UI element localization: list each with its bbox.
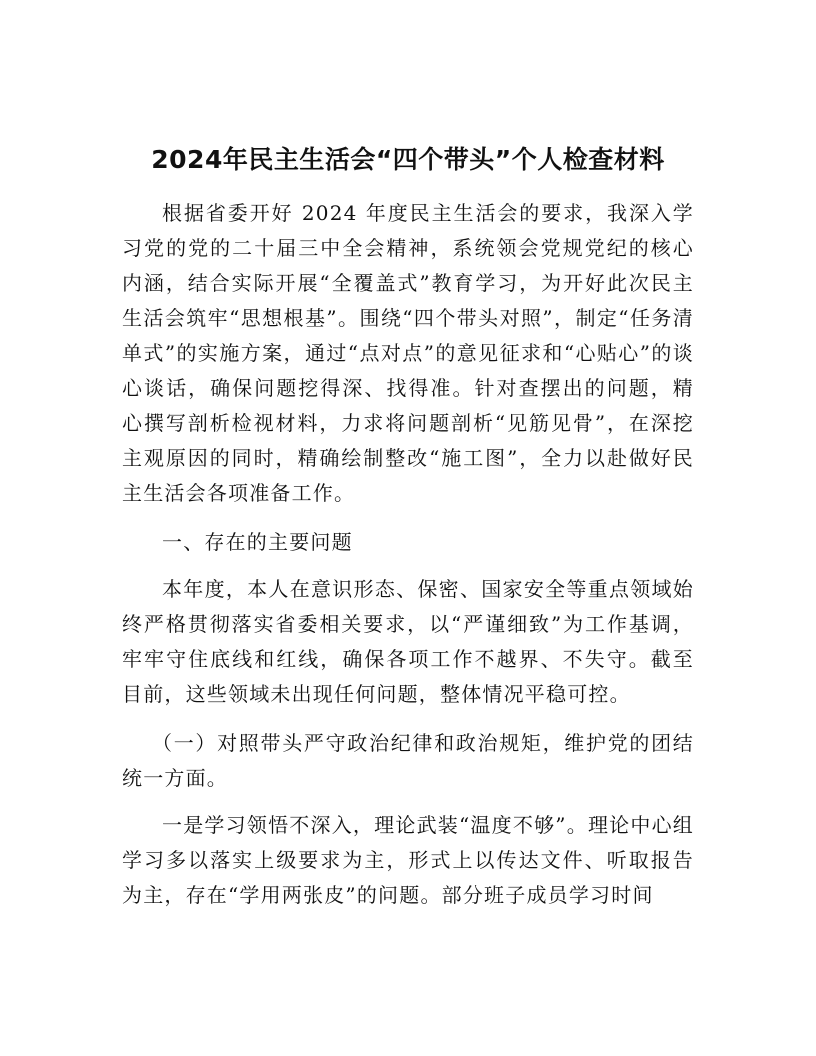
- section-heading-main-problems: 一、存在的主要问题: [162, 530, 353, 554]
- body-paragraph-key-areas: 本年度，本人在意识形态、保密、国家安全等重点领域始终严格贯彻落实省委相关要求，以“严谨细致”为工作基调，牢牢守住底线和红线，确保各项工作不越界、不失守。截至目前，这些领域未出现任何问题，整体情况平稳可控。: [122, 577, 694, 706]
- document-title: 2024年民主生活会“四个带头”个人检查材料: [151, 145, 665, 174]
- document-page: [122, 0, 694, 913]
- subsection-heading-political-discipline: （一）对照带头严守政治纪律和政治规矩，维护党的团结统一方面。: [122, 731, 694, 790]
- intro-paragraph: 根据省委开好 2024 年度民主生活会的要求，我深入学习党的党的二十届三中全会精神，系统领会党规党纪的核心内涵，结合实际开展“全覆盖式”教育学习，为开好此次民主生活会筑牢“思想根基”。围绕“四个带头对照”，制定“任务清单式”的实施方案，通过“点对点”的意见征求和“心贴心”的谈心谈话，确保问题挖得深、找得准。针对查摆出的问题，精心撰写剖析检视材料，力求将问题剖析“见筋见骨”，在深挖主观原因的同时，精确绘制整改“施工图”，全力以赴做好民主生活会各项准备工作。: [122, 201, 694, 505]
- body-paragraph-study-issue: 一是学习领悟不深入，理论武装“温度不够”。理论中心组学习多以落实上级要求为主，形式上以传达文件、听取报告为主，存在“学用两张皮”的问题。部分班子成员学习时间: [122, 813, 694, 907]
